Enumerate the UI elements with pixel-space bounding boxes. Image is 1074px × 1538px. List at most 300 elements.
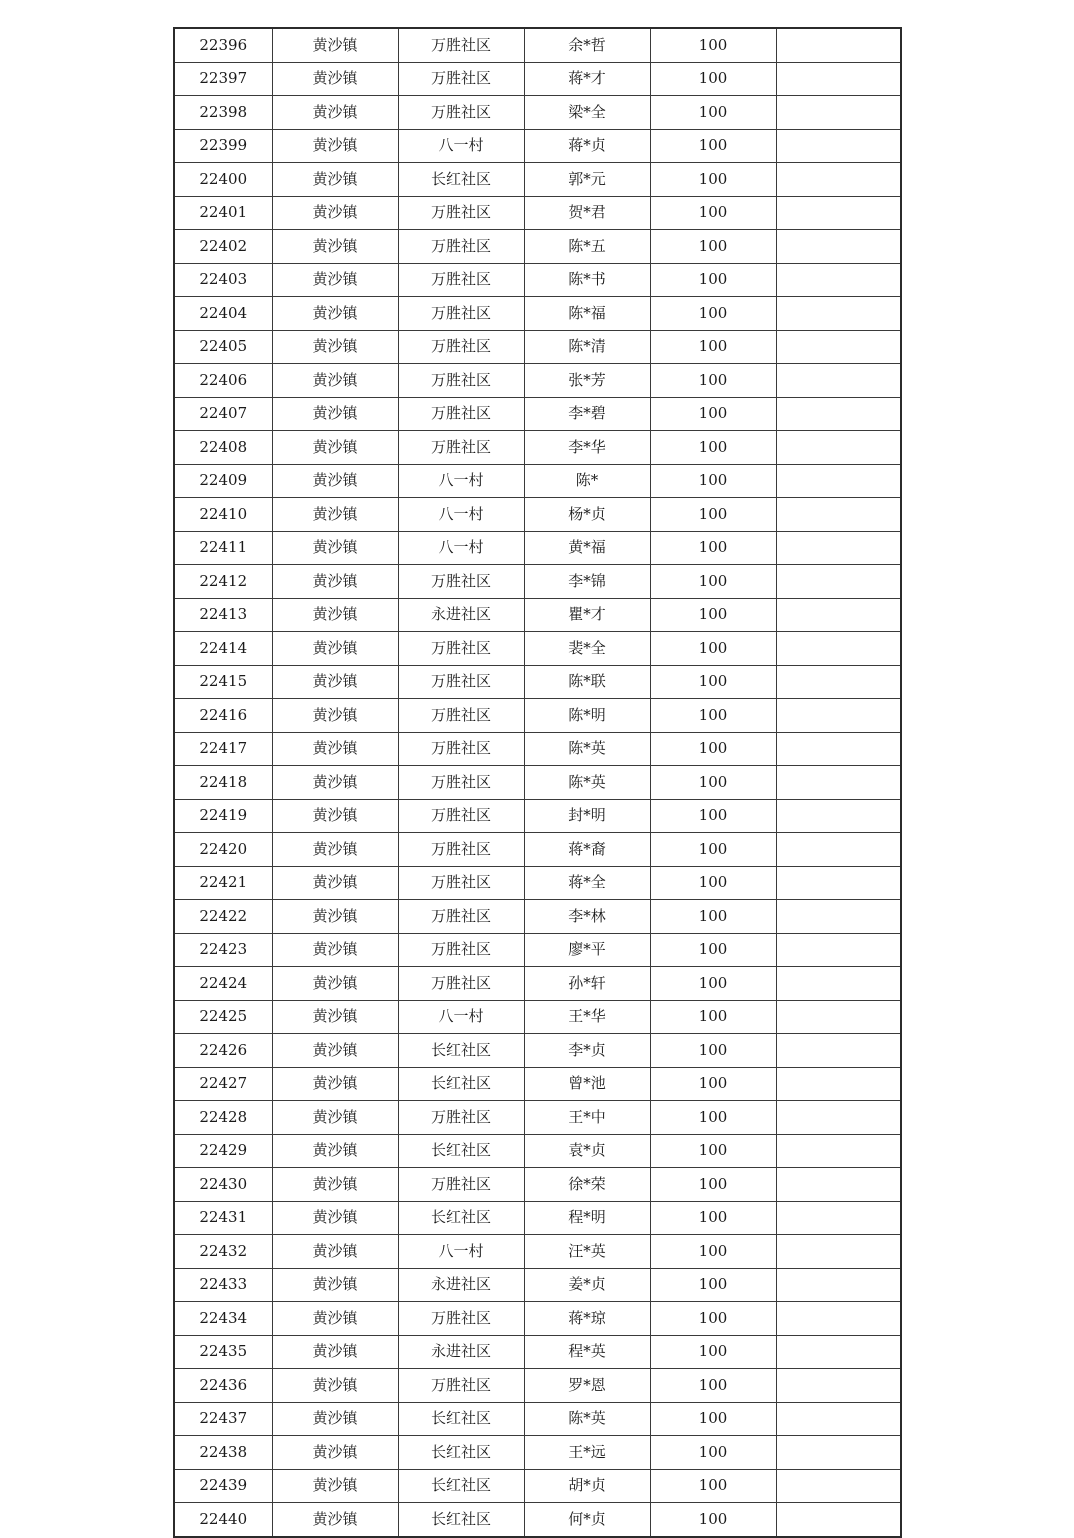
serial-number-cell: 22402 bbox=[174, 230, 272, 264]
village-cell: 长红社区 bbox=[398, 1503, 524, 1537]
town-cell: 黄沙镇 bbox=[272, 1201, 398, 1235]
serial-number-cell: 22440 bbox=[174, 1503, 272, 1537]
village-cell: 万胜社区 bbox=[398, 565, 524, 599]
serial-number-cell: 22418 bbox=[174, 766, 272, 800]
table-row bbox=[174, 1168, 901, 1202]
town-cell: 黄沙镇 bbox=[272, 1168, 398, 1202]
town-cell: 黄沙镇 bbox=[272, 129, 398, 163]
village-cell: 万胜社区 bbox=[398, 364, 524, 398]
amount-cell: 100 bbox=[650, 62, 776, 96]
note-cell bbox=[776, 163, 901, 197]
town-cell: 黄沙镇 bbox=[272, 699, 398, 733]
village-cell: 万胜社区 bbox=[398, 766, 524, 800]
village-cell: 八一村 bbox=[398, 498, 524, 532]
town-cell: 黄沙镇 bbox=[272, 464, 398, 498]
name-cell: 陈*福 bbox=[524, 297, 650, 331]
village-cell: 万胜社区 bbox=[398, 263, 524, 297]
town-cell: 黄沙镇 bbox=[272, 900, 398, 934]
note-cell bbox=[776, 1369, 901, 1403]
amount-cell: 100 bbox=[650, 1302, 776, 1336]
amount-cell: 100 bbox=[650, 28, 776, 62]
town-cell: 黄沙镇 bbox=[272, 297, 398, 331]
note-cell bbox=[776, 364, 901, 398]
village-cell: 万胜社区 bbox=[398, 699, 524, 733]
name-cell: 程*明 bbox=[524, 1201, 650, 1235]
note-cell bbox=[776, 263, 901, 297]
note-cell bbox=[776, 431, 901, 465]
note-cell bbox=[776, 1134, 901, 1168]
serial-number-cell: 22423 bbox=[174, 933, 272, 967]
note-cell bbox=[776, 900, 901, 934]
town-cell: 黄沙镇 bbox=[272, 163, 398, 197]
table-row bbox=[174, 230, 901, 264]
serial-number-cell: 22411 bbox=[174, 531, 272, 565]
village-cell: 万胜社区 bbox=[398, 230, 524, 264]
town-cell: 黄沙镇 bbox=[272, 1268, 398, 1302]
village-cell: 万胜社区 bbox=[398, 431, 524, 465]
name-cell: 李*贞 bbox=[524, 1034, 650, 1068]
name-cell: 余*哲 bbox=[524, 28, 650, 62]
table-row bbox=[174, 632, 901, 666]
name-cell: 曾*池 bbox=[524, 1067, 650, 1101]
note-cell bbox=[776, 632, 901, 666]
name-cell: 杨*贞 bbox=[524, 498, 650, 532]
note-cell bbox=[776, 1268, 901, 1302]
amount-cell: 100 bbox=[650, 330, 776, 364]
village-cell: 万胜社区 bbox=[398, 1168, 524, 1202]
amount-cell: 100 bbox=[650, 1034, 776, 1068]
village-cell: 长红社区 bbox=[398, 1436, 524, 1470]
town-cell: 黄沙镇 bbox=[272, 498, 398, 532]
table-row bbox=[174, 732, 901, 766]
name-cell: 陈* bbox=[524, 464, 650, 498]
town-cell: 黄沙镇 bbox=[272, 598, 398, 632]
roster-page bbox=[173, 27, 900, 1538]
name-cell: 王*中 bbox=[524, 1101, 650, 1135]
table-row bbox=[174, 96, 901, 130]
name-cell: 陈*清 bbox=[524, 330, 650, 364]
name-cell: 蒋*全 bbox=[524, 866, 650, 900]
note-cell bbox=[776, 531, 901, 565]
serial-number-cell: 22421 bbox=[174, 866, 272, 900]
amount-cell: 100 bbox=[650, 598, 776, 632]
amount-cell: 100 bbox=[650, 699, 776, 733]
table-row bbox=[174, 933, 901, 967]
table-row bbox=[174, 498, 901, 532]
amount-cell: 100 bbox=[650, 263, 776, 297]
amount-cell: 100 bbox=[650, 732, 776, 766]
town-cell: 黄沙镇 bbox=[272, 1235, 398, 1269]
serial-number-cell: 22401 bbox=[174, 196, 272, 230]
note-cell bbox=[776, 866, 901, 900]
note-cell bbox=[776, 62, 901, 96]
note-cell bbox=[776, 1335, 901, 1369]
town-cell: 黄沙镇 bbox=[272, 565, 398, 599]
amount-cell: 100 bbox=[650, 230, 776, 264]
town-cell: 黄沙镇 bbox=[272, 1402, 398, 1436]
name-cell: 徐*荣 bbox=[524, 1168, 650, 1202]
serial-number-cell: 22425 bbox=[174, 1000, 272, 1034]
village-cell: 万胜社区 bbox=[398, 1369, 524, 1403]
note-cell bbox=[776, 196, 901, 230]
serial-number-cell: 22398 bbox=[174, 96, 272, 130]
serial-number-cell: 22435 bbox=[174, 1335, 272, 1369]
village-cell: 八一村 bbox=[398, 1235, 524, 1269]
village-cell: 八一村 bbox=[398, 129, 524, 163]
town-cell: 黄沙镇 bbox=[272, 1134, 398, 1168]
note-cell bbox=[776, 699, 901, 733]
name-cell: 郭*元 bbox=[524, 163, 650, 197]
note-cell bbox=[776, 330, 901, 364]
table-row bbox=[174, 397, 901, 431]
village-cell: 永进社区 bbox=[398, 1335, 524, 1369]
town-cell: 黄沙镇 bbox=[272, 933, 398, 967]
table-row bbox=[174, 1302, 901, 1336]
town-cell: 黄沙镇 bbox=[272, 732, 398, 766]
note-cell bbox=[776, 1235, 901, 1269]
village-cell: 万胜社区 bbox=[398, 96, 524, 130]
table-row bbox=[174, 1503, 901, 1537]
amount-cell: 100 bbox=[650, 1503, 776, 1537]
note-cell bbox=[776, 464, 901, 498]
note-cell bbox=[776, 833, 901, 867]
table-row bbox=[174, 196, 901, 230]
table-row bbox=[174, 1134, 901, 1168]
village-cell: 长红社区 bbox=[398, 163, 524, 197]
town-cell: 黄沙镇 bbox=[272, 330, 398, 364]
table-row bbox=[174, 565, 901, 599]
amount-cell: 100 bbox=[650, 799, 776, 833]
town-cell: 黄沙镇 bbox=[272, 431, 398, 465]
name-cell: 程*英 bbox=[524, 1335, 650, 1369]
note-cell bbox=[776, 28, 901, 62]
note-cell bbox=[776, 933, 901, 967]
town-cell: 黄沙镇 bbox=[272, 397, 398, 431]
town-cell: 黄沙镇 bbox=[272, 967, 398, 1001]
amount-cell: 100 bbox=[650, 1168, 776, 1202]
note-cell bbox=[776, 297, 901, 331]
serial-number-cell: 22424 bbox=[174, 967, 272, 1001]
note-cell bbox=[776, 498, 901, 532]
amount-cell: 100 bbox=[650, 900, 776, 934]
name-cell: 梁*全 bbox=[524, 96, 650, 130]
name-cell: 何*贞 bbox=[524, 1503, 650, 1537]
serial-number-cell: 22409 bbox=[174, 464, 272, 498]
name-cell: 陈*英 bbox=[524, 766, 650, 800]
name-cell: 蒋*才 bbox=[524, 62, 650, 96]
amount-cell: 100 bbox=[650, 1335, 776, 1369]
amount-cell: 100 bbox=[650, 1369, 776, 1403]
table-row bbox=[174, 1402, 901, 1436]
name-cell: 贺*君 bbox=[524, 196, 650, 230]
serial-number-cell: 22406 bbox=[174, 364, 272, 398]
serial-number-cell: 22429 bbox=[174, 1134, 272, 1168]
table-row bbox=[174, 766, 901, 800]
village-cell: 万胜社区 bbox=[398, 1101, 524, 1135]
name-cell: 黄*福 bbox=[524, 531, 650, 565]
serial-number-cell: 22415 bbox=[174, 665, 272, 699]
town-cell: 黄沙镇 bbox=[272, 96, 398, 130]
note-cell bbox=[776, 1503, 901, 1537]
amount-cell: 100 bbox=[650, 1402, 776, 1436]
village-cell: 长红社区 bbox=[398, 1469, 524, 1503]
village-cell: 万胜社区 bbox=[398, 933, 524, 967]
amount-cell: 100 bbox=[650, 297, 776, 331]
village-cell: 长红社区 bbox=[398, 1034, 524, 1068]
serial-number-cell: 22420 bbox=[174, 833, 272, 867]
serial-number-cell: 22422 bbox=[174, 900, 272, 934]
amount-cell: 100 bbox=[650, 531, 776, 565]
note-cell bbox=[776, 1034, 901, 1068]
village-cell: 万胜社区 bbox=[398, 665, 524, 699]
table-row bbox=[174, 1436, 901, 1470]
name-cell: 陈*英 bbox=[524, 732, 650, 766]
serial-number-cell: 22396 bbox=[174, 28, 272, 62]
note-cell bbox=[776, 1302, 901, 1336]
village-cell: 万胜社区 bbox=[398, 28, 524, 62]
amount-cell: 100 bbox=[650, 464, 776, 498]
amount-cell: 100 bbox=[650, 1436, 776, 1470]
name-cell: 胡*贞 bbox=[524, 1469, 650, 1503]
name-cell: 李*锦 bbox=[524, 565, 650, 599]
amount-cell: 100 bbox=[650, 766, 776, 800]
village-cell: 八一村 bbox=[398, 464, 524, 498]
amount-cell: 100 bbox=[650, 1067, 776, 1101]
table-row bbox=[174, 1335, 901, 1369]
name-cell: 陈*五 bbox=[524, 230, 650, 264]
table-row bbox=[174, 364, 901, 398]
table-row bbox=[174, 263, 901, 297]
table-row bbox=[174, 1101, 901, 1135]
table-row bbox=[174, 431, 901, 465]
village-cell: 万胜社区 bbox=[398, 799, 524, 833]
table-row bbox=[174, 1000, 901, 1034]
table-row bbox=[174, 1067, 901, 1101]
note-cell bbox=[776, 1436, 901, 1470]
serial-number-cell: 22437 bbox=[174, 1402, 272, 1436]
note-cell bbox=[776, 565, 901, 599]
serial-number-cell: 22414 bbox=[174, 632, 272, 666]
village-cell: 长红社区 bbox=[398, 1067, 524, 1101]
village-cell: 万胜社区 bbox=[398, 833, 524, 867]
serial-number-cell: 22430 bbox=[174, 1168, 272, 1202]
table-row bbox=[174, 967, 901, 1001]
name-cell: 陈*书 bbox=[524, 263, 650, 297]
name-cell: 孙*轩 bbox=[524, 967, 650, 1001]
serial-number-cell: 22399 bbox=[174, 129, 272, 163]
town-cell: 黄沙镇 bbox=[272, 799, 398, 833]
name-cell: 蒋*贞 bbox=[524, 129, 650, 163]
name-cell: 蒋*裔 bbox=[524, 833, 650, 867]
serial-number-cell: 22427 bbox=[174, 1067, 272, 1101]
note-cell bbox=[776, 799, 901, 833]
amount-cell: 100 bbox=[650, 665, 776, 699]
name-cell: 李*华 bbox=[524, 431, 650, 465]
serial-number-cell: 22408 bbox=[174, 431, 272, 465]
name-cell: 袁*贞 bbox=[524, 1134, 650, 1168]
table-row bbox=[174, 866, 901, 900]
note-cell bbox=[776, 1067, 901, 1101]
amount-cell: 100 bbox=[650, 933, 776, 967]
village-cell: 永进社区 bbox=[398, 598, 524, 632]
name-cell: 王*华 bbox=[524, 1000, 650, 1034]
amount-cell: 100 bbox=[650, 129, 776, 163]
town-cell: 黄沙镇 bbox=[272, 766, 398, 800]
serial-number-cell: 22412 bbox=[174, 565, 272, 599]
name-cell: 瞿*才 bbox=[524, 598, 650, 632]
village-cell: 长红社区 bbox=[398, 1201, 524, 1235]
amount-cell: 100 bbox=[650, 1000, 776, 1034]
serial-number-cell: 22413 bbox=[174, 598, 272, 632]
village-cell: 万胜社区 bbox=[398, 397, 524, 431]
table-row bbox=[174, 163, 901, 197]
note-cell bbox=[776, 766, 901, 800]
table-row bbox=[174, 900, 901, 934]
table-row bbox=[174, 297, 901, 331]
village-cell: 永进社区 bbox=[398, 1268, 524, 1302]
table-row bbox=[174, 62, 901, 96]
amount-cell: 100 bbox=[650, 1101, 776, 1135]
note-cell bbox=[776, 96, 901, 130]
amount-cell: 100 bbox=[650, 565, 776, 599]
town-cell: 黄沙镇 bbox=[272, 1503, 398, 1537]
table-row bbox=[174, 531, 901, 565]
village-cell: 万胜社区 bbox=[398, 62, 524, 96]
village-cell: 八一村 bbox=[398, 531, 524, 565]
town-cell: 黄沙镇 bbox=[272, 1302, 398, 1336]
table-row bbox=[174, 129, 901, 163]
table-row bbox=[174, 1268, 901, 1302]
village-cell: 万胜社区 bbox=[398, 866, 524, 900]
town-cell: 黄沙镇 bbox=[272, 833, 398, 867]
serial-number-cell: 22434 bbox=[174, 1302, 272, 1336]
village-cell: 万胜社区 bbox=[398, 732, 524, 766]
town-cell: 黄沙镇 bbox=[272, 1101, 398, 1135]
town-cell: 黄沙镇 bbox=[272, 62, 398, 96]
name-cell: 李*林 bbox=[524, 900, 650, 934]
amount-cell: 100 bbox=[650, 196, 776, 230]
name-cell: 姜*贞 bbox=[524, 1268, 650, 1302]
town-cell: 黄沙镇 bbox=[272, 531, 398, 565]
town-cell: 黄沙镇 bbox=[272, 1067, 398, 1101]
note-cell bbox=[776, 967, 901, 1001]
village-cell: 万胜社区 bbox=[398, 196, 524, 230]
town-cell: 黄沙镇 bbox=[272, 665, 398, 699]
serial-number-cell: 22426 bbox=[174, 1034, 272, 1068]
amount-cell: 100 bbox=[650, 866, 776, 900]
town-cell: 黄沙镇 bbox=[272, 1034, 398, 1068]
serial-number-cell: 22403 bbox=[174, 263, 272, 297]
table-row bbox=[174, 598, 901, 632]
town-cell: 黄沙镇 bbox=[272, 632, 398, 666]
table-row bbox=[174, 799, 901, 833]
town-cell: 黄沙镇 bbox=[272, 230, 398, 264]
name-cell: 陈*英 bbox=[524, 1402, 650, 1436]
village-cell: 万胜社区 bbox=[398, 900, 524, 934]
table-row bbox=[174, 330, 901, 364]
table-row bbox=[174, 464, 901, 498]
amount-cell: 100 bbox=[650, 96, 776, 130]
note-cell bbox=[776, 129, 901, 163]
table-row bbox=[174, 699, 901, 733]
name-cell: 裴*全 bbox=[524, 632, 650, 666]
note-cell bbox=[776, 230, 901, 264]
serial-number-cell: 22404 bbox=[174, 297, 272, 331]
serial-number-cell: 22417 bbox=[174, 732, 272, 766]
name-cell: 陈*联 bbox=[524, 665, 650, 699]
town-cell: 黄沙镇 bbox=[272, 866, 398, 900]
table-row bbox=[174, 28, 901, 62]
name-cell: 罗*恩 bbox=[524, 1369, 650, 1403]
village-cell: 长红社区 bbox=[398, 1134, 524, 1168]
table-row bbox=[174, 1034, 901, 1068]
name-cell: 蒋*琼 bbox=[524, 1302, 650, 1336]
village-cell: 万胜社区 bbox=[398, 1302, 524, 1336]
name-cell: 封*明 bbox=[524, 799, 650, 833]
serial-number-cell: 22438 bbox=[174, 1436, 272, 1470]
serial-number-cell: 22400 bbox=[174, 163, 272, 197]
amount-cell: 100 bbox=[650, 498, 776, 532]
serial-number-cell: 22428 bbox=[174, 1101, 272, 1135]
roster-table-body bbox=[174, 28, 901, 1537]
amount-cell: 100 bbox=[650, 1134, 776, 1168]
village-cell: 万胜社区 bbox=[398, 297, 524, 331]
amount-cell: 100 bbox=[650, 967, 776, 1001]
serial-number-cell: 22397 bbox=[174, 62, 272, 96]
amount-cell: 100 bbox=[650, 632, 776, 666]
town-cell: 黄沙镇 bbox=[272, 1436, 398, 1470]
serial-number-cell: 22416 bbox=[174, 699, 272, 733]
roster-table bbox=[173, 27, 902, 1538]
serial-number-cell: 22405 bbox=[174, 330, 272, 364]
serial-number-cell: 22432 bbox=[174, 1235, 272, 1269]
note-cell bbox=[776, 1101, 901, 1135]
amount-cell: 100 bbox=[650, 364, 776, 398]
serial-number-cell: 22407 bbox=[174, 397, 272, 431]
note-cell bbox=[776, 598, 901, 632]
town-cell: 黄沙镇 bbox=[272, 1000, 398, 1034]
name-cell: 张*芳 bbox=[524, 364, 650, 398]
serial-number-cell: 22431 bbox=[174, 1201, 272, 1235]
note-cell bbox=[776, 1168, 901, 1202]
table-row bbox=[174, 1201, 901, 1235]
serial-number-cell: 22436 bbox=[174, 1369, 272, 1403]
town-cell: 黄沙镇 bbox=[272, 1469, 398, 1503]
name-cell: 王*远 bbox=[524, 1436, 650, 1470]
name-cell: 陈*明 bbox=[524, 699, 650, 733]
amount-cell: 100 bbox=[650, 163, 776, 197]
village-cell: 万胜社区 bbox=[398, 967, 524, 1001]
table-row bbox=[174, 1369, 901, 1403]
town-cell: 黄沙镇 bbox=[272, 1369, 398, 1403]
serial-number-cell: 22433 bbox=[174, 1268, 272, 1302]
note-cell bbox=[776, 665, 901, 699]
note-cell bbox=[776, 1402, 901, 1436]
serial-number-cell: 22439 bbox=[174, 1469, 272, 1503]
amount-cell: 100 bbox=[650, 1235, 776, 1269]
name-cell: 汪*英 bbox=[524, 1235, 650, 1269]
amount-cell: 100 bbox=[650, 397, 776, 431]
town-cell: 黄沙镇 bbox=[272, 263, 398, 297]
amount-cell: 100 bbox=[650, 1469, 776, 1503]
serial-number-cell: 22410 bbox=[174, 498, 272, 532]
amount-cell: 100 bbox=[650, 1268, 776, 1302]
table-row bbox=[174, 665, 901, 699]
village-cell: 万胜社区 bbox=[398, 632, 524, 666]
note-cell bbox=[776, 1469, 901, 1503]
table-row bbox=[174, 833, 901, 867]
note-cell bbox=[776, 1000, 901, 1034]
